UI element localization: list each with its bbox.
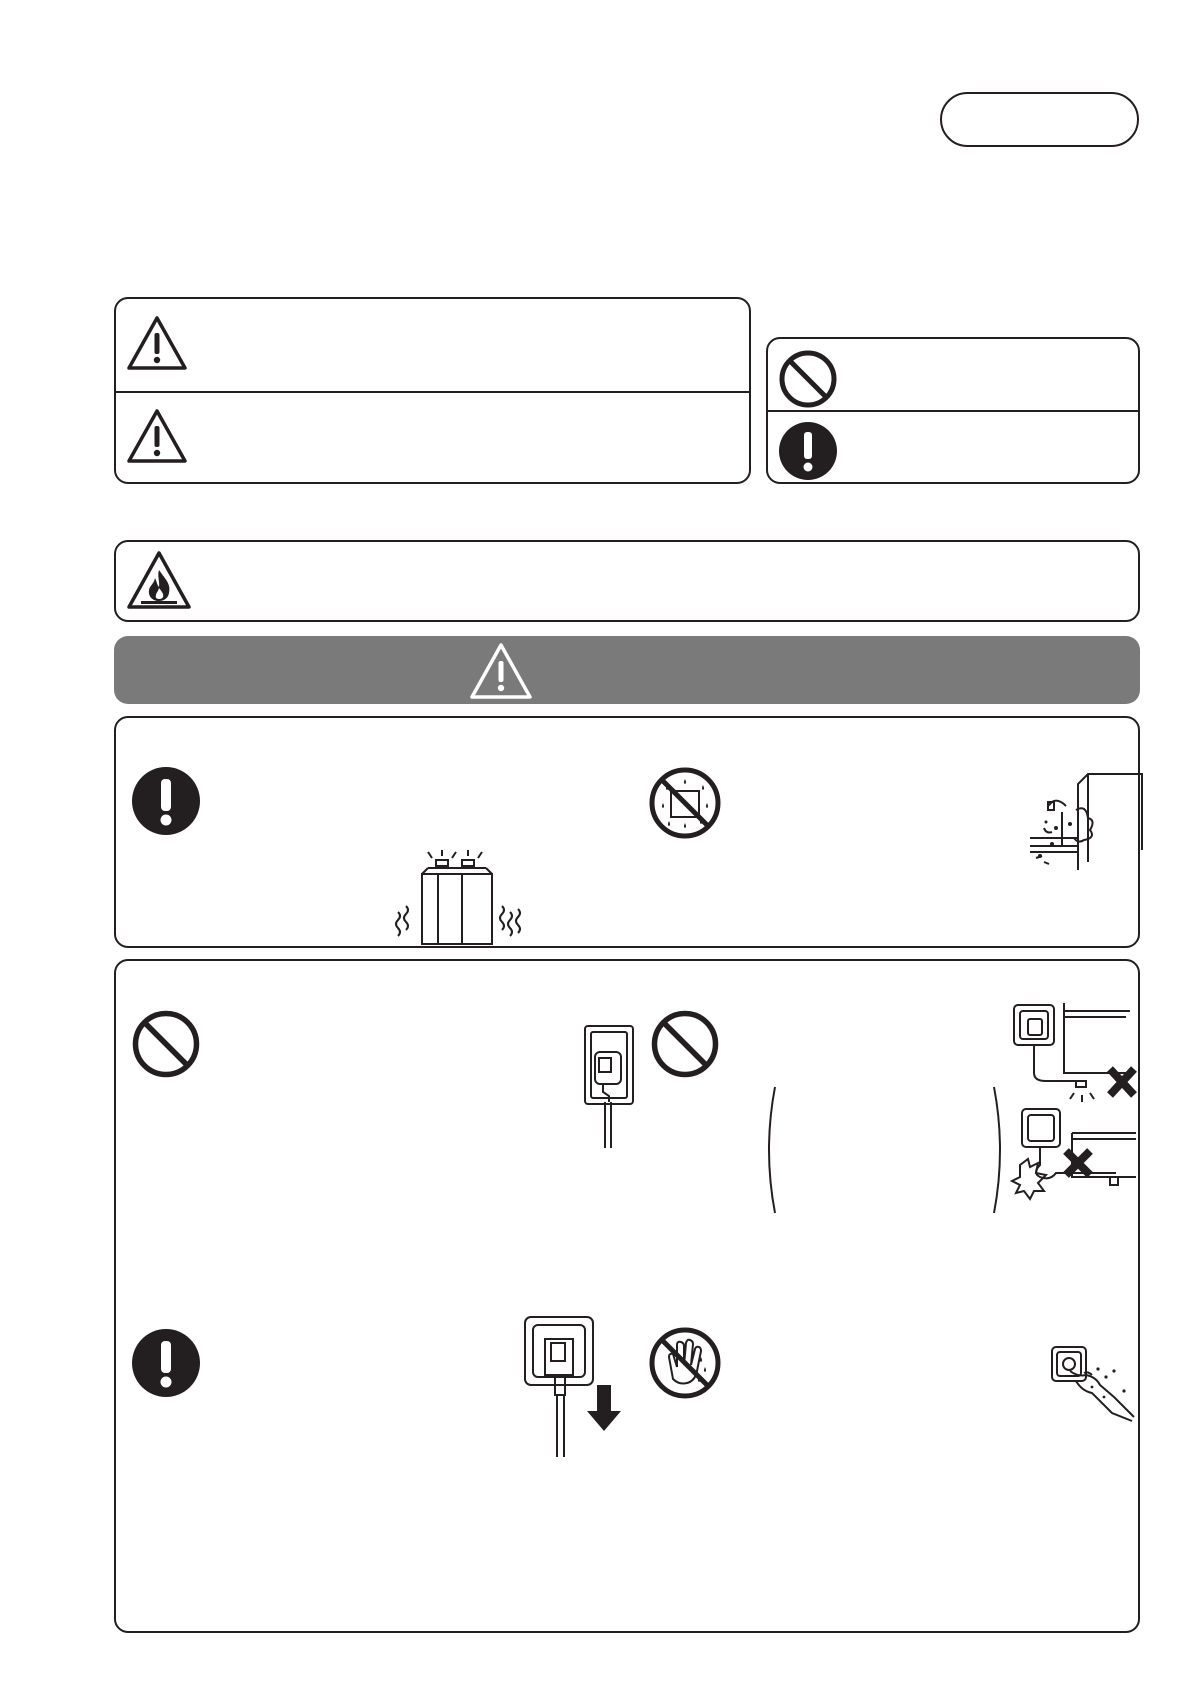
flammable-notice-box	[114, 540, 1140, 622]
legend-warning-caution-box	[114, 297, 751, 484]
prohibition-icon	[779, 350, 837, 408]
header-tag	[940, 92, 1139, 147]
legend-divider	[768, 410, 1138, 412]
caution-triangle-icon	[126, 408, 188, 464]
prohibition-icon	[651, 1010, 719, 1078]
no-water-spray-icon	[649, 767, 721, 839]
prohibition-icon	[132, 1010, 200, 1078]
no-wet-hands-icon	[649, 1327, 721, 1399]
legend-symbols-box	[766, 337, 1140, 484]
wet-hand-plug-illustration	[1044, 1341, 1144, 1421]
unplug-downward-illustration	[521, 1313, 641, 1461]
refrigerator-vibration-illustration	[388, 854, 528, 946]
left-bracket	[763, 1085, 777, 1215]
warning-triangle-icon	[469, 642, 533, 700]
damaged-cord-illustration	[1006, 997, 1146, 1207]
legend-divider	[116, 391, 749, 393]
mandatory-icon	[132, 1329, 200, 1397]
right-bracket	[992, 1085, 1006, 1215]
mandatory-icon	[779, 422, 837, 480]
wall-outlet-plug-illustration	[581, 1022, 641, 1152]
water-splash-illustration	[1026, 766, 1146, 876]
mandatory-icon	[132, 767, 200, 835]
warning-section-2	[114, 959, 1140, 1633]
flammable-warning-icon	[126, 550, 192, 610]
warning-section-1	[114, 716, 1140, 948]
warning-triangle-icon	[126, 315, 188, 371]
warning-banner	[114, 636, 1140, 704]
